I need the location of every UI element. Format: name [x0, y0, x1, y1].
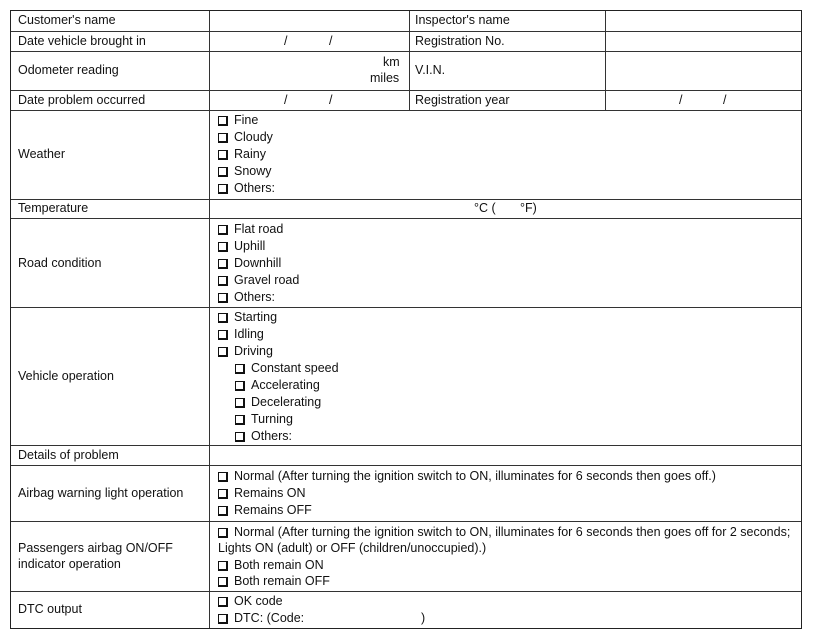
- checkbox-icon: [218, 313, 228, 323]
- temperature-units: °C ( °F): [474, 201, 537, 215]
- registration-no-label: Registration No.: [415, 34, 505, 48]
- weather-option[interactable]: [218, 129, 273, 145]
- airbag-option-label: Remains OFF: [234, 503, 312, 517]
- checkbox-icon: [218, 489, 228, 499]
- checkbox-icon: [218, 347, 228, 357]
- temperature-label: Temperature: [18, 201, 89, 215]
- dtc-output-label: DTC output: [18, 602, 82, 616]
- customer-name-field[interactable]: [210, 12, 408, 30]
- airbag-option[interactable]: [218, 485, 306, 501]
- passenger-option-label: Normal (After turning the ignition switch to ON, illuminates for 6 seconds then goes off for 2 seconds; Lights ON (adult) or OFF (children/unoccupied).): [218, 525, 791, 555]
- row-divider: [11, 521, 801, 522]
- checkbox-icon: [218, 597, 228, 607]
- vehicle-option-label: Starting: [234, 310, 278, 324]
- row-divider: [11, 199, 801, 200]
- date-slash: /: [329, 34, 333, 48]
- date-slash: /: [679, 93, 683, 107]
- vin-field[interactable]: [606, 52, 800, 89]
- airbag-warning-label: Airbag warning light operation: [18, 486, 184, 500]
- date-slash: /: [284, 93, 288, 107]
- road-option-label: Others:: [234, 290, 275, 304]
- road-option-label: Downhill: [234, 256, 282, 270]
- vehicle-option-label: Idling: [234, 327, 264, 341]
- vehicle-option[interactable]: [218, 326, 264, 342]
- date-problem-label: Date problem occurred: [18, 93, 146, 107]
- weather-option-label: Snowy: [234, 164, 272, 178]
- passenger-option-normal[interactable]: [218, 524, 796, 556]
- passenger-option-both-on[interactable]: [218, 557, 324, 573]
- dtc-ok-option[interactable]: [218, 593, 283, 609]
- row-divider: [11, 307, 801, 308]
- row-divider: [11, 465, 801, 466]
- airbag-option-label: Remains ON: [234, 486, 306, 500]
- weather-option[interactable]: [218, 146, 266, 162]
- row-divider: [11, 90, 801, 91]
- road-option[interactable]: [218, 238, 265, 254]
- checkbox-icon: [235, 432, 245, 442]
- details-label: Details of problem: [18, 448, 119, 462]
- road-option[interactable]: [218, 289, 275, 305]
- inspector-name-label: Inspector's name: [415, 13, 510, 27]
- driving-suboption[interactable]: [235, 377, 320, 393]
- checkbox-icon: [218, 528, 228, 538]
- checkbox-icon: [218, 561, 228, 571]
- vin-label: V.I.N.: [415, 63, 446, 77]
- checkbox-icon: [218, 276, 228, 286]
- checkbox-icon: [218, 293, 228, 303]
- checkbox-icon: [218, 472, 228, 482]
- driving-suboption-label: Turning: [251, 412, 293, 426]
- date-slash: /: [329, 93, 333, 107]
- driving-suboption[interactable]: [235, 428, 292, 444]
- weather-option[interactable]: [218, 163, 272, 179]
- passenger-option-label: Both remain OFF: [234, 574, 330, 588]
- road-condition-label: Road condition: [18, 256, 102, 270]
- weather-option-label: Others:: [234, 181, 275, 195]
- weather-option[interactable]: [218, 180, 275, 196]
- row-divider: [11, 591, 801, 592]
- registration-no-field[interactable]: [606, 32, 800, 50]
- dtc-code-option[interactable]: [218, 610, 304, 626]
- weather-label: Weather: [18, 147, 66, 161]
- weather-option-label: Rainy: [234, 147, 266, 161]
- checkbox-icon: [235, 398, 245, 408]
- road-option-label: Uphill: [234, 239, 266, 253]
- road-option[interactable]: [218, 272, 299, 288]
- passenger-option-both-off[interactable]: [218, 573, 330, 589]
- checkbox-icon: [218, 506, 228, 516]
- driving-suboption-label: Others:: [251, 429, 292, 443]
- inspector-name-field[interactable]: [606, 12, 800, 30]
- date-slash: /: [723, 93, 727, 107]
- checkbox-icon: [218, 225, 228, 235]
- driving-suboption-label: Accelerating: [251, 378, 320, 392]
- odometer-km-unit: km: [383, 55, 400, 69]
- customer-name-label: Customer's name: [18, 13, 116, 27]
- checkbox-icon: [218, 133, 228, 143]
- column-divider: [409, 11, 410, 110]
- checkbox-icon: [218, 330, 228, 340]
- column-divider: [209, 11, 210, 628]
- details-field[interactable]: [210, 446, 800, 464]
- checkbox-icon: [218, 184, 228, 194]
- date-slash: /: [284, 34, 288, 48]
- road-option[interactable]: [218, 255, 281, 271]
- weather-option[interactable]: [218, 112, 258, 128]
- checkbox-icon: [218, 577, 228, 587]
- weather-option-label: Cloudy: [234, 130, 273, 144]
- weather-option-label: Fine: [234, 113, 259, 127]
- registration-year-label: Registration year: [415, 93, 510, 107]
- checkbox-icon: [235, 364, 245, 374]
- passenger-indicator-label-line1: Passengers airbag ON/OFF: [18, 541, 173, 555]
- inspection-form: [10, 10, 802, 629]
- airbag-option[interactable]: [218, 502, 312, 518]
- driving-suboption[interactable]: [235, 360, 339, 376]
- vehicle-option[interactable]: [218, 309, 277, 325]
- dtc-code-label: DTC: (Code:: [234, 611, 305, 625]
- passenger-option-label: Both remain ON: [234, 558, 324, 572]
- driving-suboption-label: Decelerating: [251, 395, 322, 409]
- dtc-ok-label: OK code: [234, 594, 283, 608]
- driving-suboption[interactable]: [235, 411, 293, 427]
- vehicle-option[interactable]: [218, 343, 273, 359]
- checkbox-icon: [235, 415, 245, 425]
- row-divider: [11, 218, 801, 219]
- road-option-label: Gravel road: [234, 273, 300, 287]
- row-divider: [11, 110, 801, 111]
- dtc-code-close: ): [421, 611, 426, 625]
- road-option-label: Flat road: [234, 222, 284, 236]
- date-brought-in-label: Date vehicle brought in: [18, 34, 146, 48]
- checkbox-icon: [218, 242, 228, 252]
- checkbox-icon: [218, 116, 228, 126]
- airbag-option[interactable]: [218, 468, 716, 484]
- driving-suboption[interactable]: [235, 394, 321, 410]
- vehicle-option-label: Driving: [234, 344, 273, 358]
- checkbox-icon: [218, 167, 228, 177]
- vehicle-operation-label: Vehicle operation: [18, 369, 114, 383]
- checkbox-icon: [235, 381, 245, 391]
- odometer-miles-unit: miles: [370, 71, 400, 85]
- driving-suboption-label: Constant speed: [251, 361, 339, 375]
- odometer-label: Odometer reading: [18, 63, 119, 77]
- checkbox-icon: [218, 614, 228, 624]
- airbag-option-label: Normal (After turning the ignition switch to ON, illuminates for 6 seconds then goes off.): [234, 469, 716, 483]
- road-option[interactable]: [218, 221, 283, 237]
- passenger-indicator-label-line2: indicator operation: [18, 557, 121, 571]
- checkbox-icon: [218, 259, 228, 269]
- checkbox-icon: [218, 150, 228, 160]
